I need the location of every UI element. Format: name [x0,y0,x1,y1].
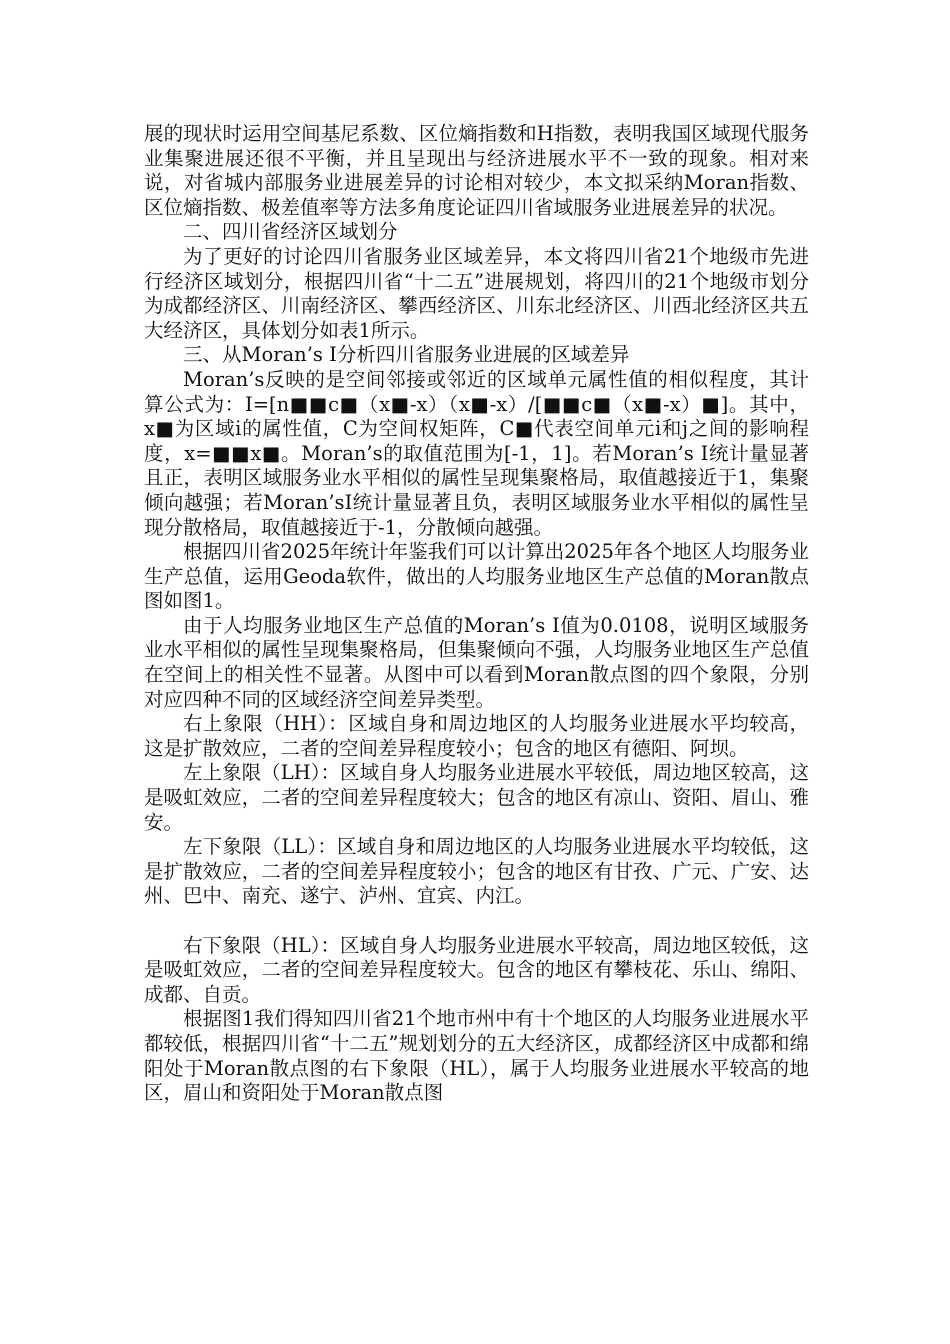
paragraph-yearbook-calc: 根据四川省2025年统计年鉴我们可以计算出2025年各个地区人均服务业生产总值，运用Geoda软件，做出的人均服务业地区生产总值的Moran散点图如图1。 [144,540,809,613]
paragraph-region-division: 为了更好的讨论四川省服务业区域差异，本文将四川省21个地级市先进行经济区域划分，根据四川省“十二五”进展规划，将四川的21个地级市划分为成都经济区、川南经济区、攀西经济区、川东北经济区、川西北经济区共五大经济区，具体划分如表1所示。 [144,244,809,342]
paragraph-moran-result: 由于人均服务业地区生产总值的Moran’s I值为0.0108，说明区域服务业水平相似的属性呈现集聚格局，但集聚倾向不强，人均服务业地区生产总值在空间上的相关性不显著。从图中可以看到Moran散点图的四个象限，分别对应四种不同的区域经济空间差异类型。 [144,613,809,711]
document-body [144,122,809,1106]
paragraph-quadrant-ll: 左下象限（LL）：区域自身和周边地区的人均服务业进展水平均较低，这是扩散效应，二者的空间差异程度较小；包含的地区有甘孜、广元、广安、达州、巴中、南充、遂宁、泸州、宜宾、内江。 [144,835,809,908]
paragraph-intro-continued: 展的现状时运用空间基尼系数、区位熵指数和H指数，表明我国区域现代服务业集聚进展还很不平衡，并且呈现出与经济进展水平不一致的现象。相对来说，对省城内部服务业进展差异的讨论相对较少，本文拟采纳Moran指数、区位熵指数、极差值率等方法多角度论证四川省域服务业进展差异的状况。 [144,122,809,219]
paragraph-quadrant-hl: 右下象限（HL）：区域自身人均服务业进展水平较高，周边地区较低，这是吸虹效应，二者的空间差异程度较大。包含的地区有攀枝花、乐山、绵阳、成都、自贡。 [144,933,809,1006]
paragraph-quadrant-hh: 右上象限（HH）：区域自身和周边地区的人均服务业进展水平均较高，这是扩散效应，二者的空间差异程度较小；包含的地区有德阳、阿坝。 [144,712,809,760]
section-heading-3: 三、从Moran’s I分析四川省服务业进展的区域差异 [183,343,630,367]
paragraph-conclusion: 根据图1我们得知四川省21个地市州中有十个地区的人均服务业进展水平都较低，根据四川省“十二五”规划划分的五大经济区，成都经济区中成都和绵阳处于Moran散点图的右下象限（HL），属于人均服务业进展水平较高的地区，眉山和资阳处于Moran散点图 [144,1007,809,1105]
section-heading-2: 二、四川省经济区域划分 [183,220,398,244]
paragraph-quadrant-lh: 左上象限（LH）：区域自身人均服务业进展水平较低，周边地区较高，这是吸虹效应，二者的空间差异程度较大；包含的地区有凉山、资阳、眉山、雅安。 [144,761,809,834]
paragraph-moran-formula: Moran’s反映的是空间邻接或邻近的区域单元属性值的相似程度，其计算公式为：I=[n■■c■（x■-x）（x■-x）/[■■c■（x■-x）■]。其中，x■为区域i的属性值，C为空间权矩阵，C■代表空间单元i和j之间的影响程度，x=■■x■。Moran’s的取值范围为[-1，1]。若Moran’s I统计量显著且正，表明区域服务业水平相似的属性呈现集聚格局，取值越接近于1，集聚倾向越强；若Moran’sI统计量显著且负，表明区域服务业水平相似的属性呈现分散格局，取值越接近于-1，分散倾向越强。 [144,367,809,539]
